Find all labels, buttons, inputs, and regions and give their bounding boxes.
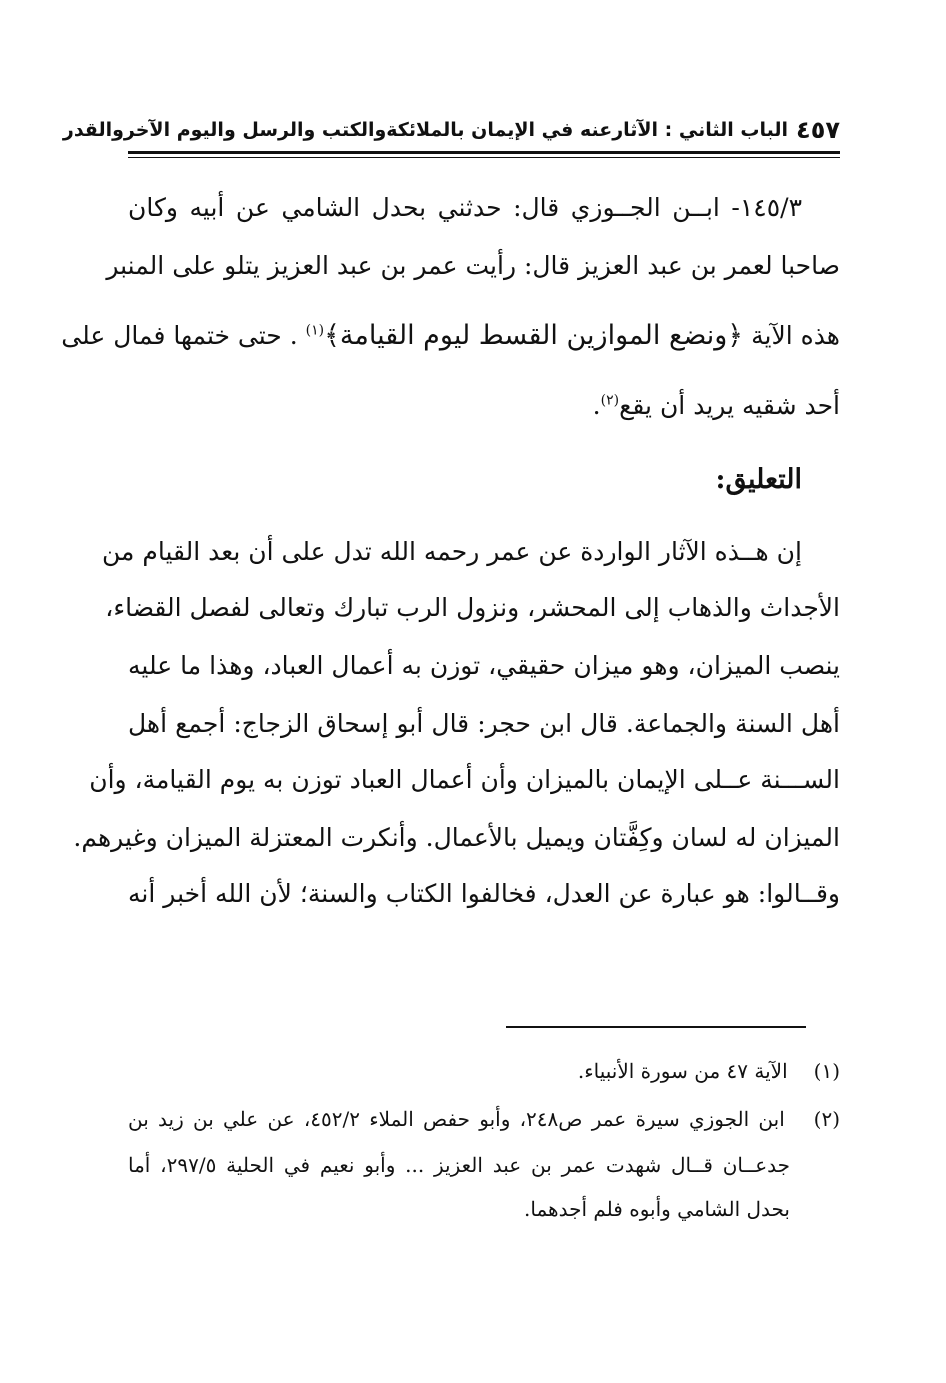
verse-intro: هذه الآية (751, 321, 840, 350)
commentary-line-1: إن هــذه الآثار الواردة عن عمر رحمه الله تدل على أن بعد القيام من (102, 537, 802, 566)
narration-line-4 (128, 384, 840, 428)
running-title: الباب الثاني : الآثارعنه في الإيمان بالملائكةوالكتب والرسل واليوم الآخروالقدر (62, 119, 789, 141)
commentary-line-6: الميزان له لسان وكِفَّتان ويميل بالأعمال. وأنكرت المعتزلة الميزان وغيرهم. (73, 823, 840, 852)
footnote-1-marker: (١) (813, 1059, 840, 1083)
footnote-2 (128, 1102, 840, 1136)
narration-line-1: ١٤٥/٣- ابــن الجــوزي قال: حدثني بحدل الشامي عن أبيه وكان (128, 193, 802, 222)
commentary-line-5: الســـنة عــلى الإيمان بالميزان وأن أعمال العباد توزن به يوم القيامة، وأن (89, 765, 840, 794)
header-rule-thin (128, 157, 840, 158)
narration-line-3 (61, 314, 840, 358)
footnote-2-line-2: جدعــان قــال شهدت عمر بن عبد العزيز ... وأبو نعيم في الحلية ٢٩٧/٥، أما (128, 1153, 790, 1177)
after-verse-text: . حتى ختمها فمال على (61, 321, 298, 350)
commentary-line-2: الأجداث والذهاب إلى المحشر، ونزول الرب تبارك وتعالى لفصل القضاء، (105, 593, 840, 622)
running-header (62, 112, 840, 148)
header-rule (128, 151, 840, 154)
footnote-separator (506, 1026, 806, 1028)
commentary-line-4: أهل السنة والجماعة. قال ابن حجر: قال أبو إسحاق الزجاج: أجمع أهل (128, 709, 840, 738)
footnote-1-text: الآية ٤٧ من سورة الأنبياء. (577, 1059, 788, 1083)
footnote-ref-2: (٢) (600, 392, 620, 409)
narration-line-4-end: . (592, 391, 601, 420)
footnote-2-marker: (٢) (813, 1107, 841, 1131)
quran-verse: ﴿ونضع الموازين القسط ليوم القيامة﴾ (324, 320, 744, 351)
commentary-line-7: وقــالوا: هو عبارة عن العدل، فخالفوا الكتاب والسنة؛ لأن الله أخبر أنه (128, 879, 840, 908)
narration-line-2: صاحبا لعمر بن عبد العزيز قال: رأيت عمر بن عبد العزيز يتلو على المنبر (106, 251, 840, 280)
commentary-line-3: ينصب الميزان، وهو ميزان حقيقي، توزن به أعمال العباد، وهذا ما عليه (128, 651, 840, 680)
footnote-2-line-3: بحدل الشامي وأبوه فلم أجدهما. (524, 1197, 790, 1221)
footnote-2-line-1: ابن الجوزي سيرة عمر ص٢٤٨، وأبو حفص الملاء ٤٥٢/٢، عن علي بن زيد بن (128, 1107, 785, 1131)
footnote-ref-1: (١) (305, 322, 325, 339)
narration-line-4-text: أحد شقيه يريد أن يقع (619, 391, 840, 420)
page-number: ٤٥٧ (796, 116, 840, 144)
commentary-heading: التعليق: (715, 464, 802, 495)
footnote-1 (128, 1054, 840, 1088)
